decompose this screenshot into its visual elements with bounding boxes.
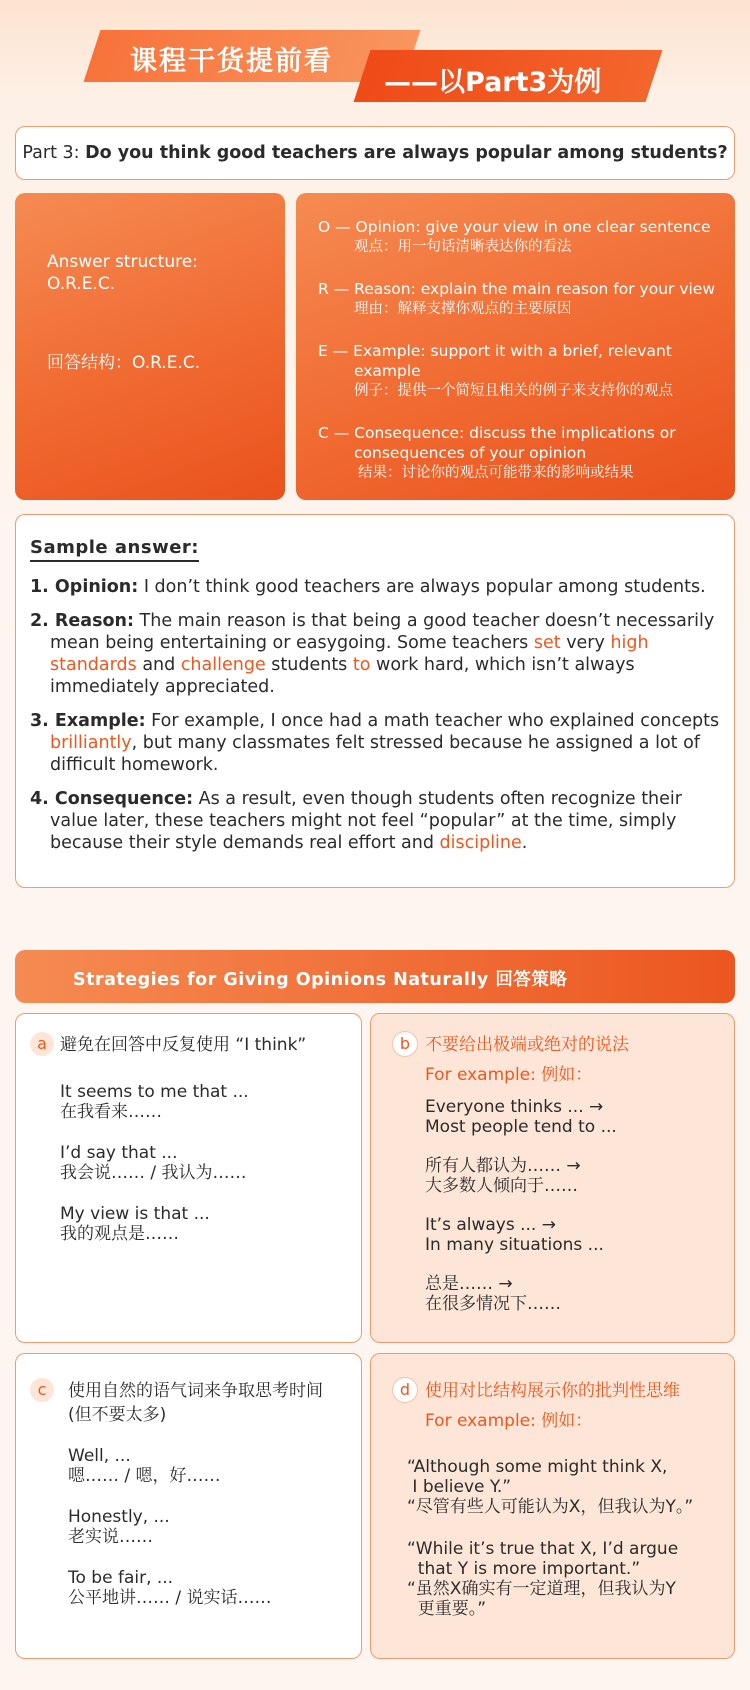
phrase-en: To be fair, ... [68, 1568, 174, 1588]
question-text: Do you think good teachers are always popular among students? [85, 143, 728, 163]
phrase-group [425, 1156, 617, 1196]
answer-label: 4. Consequence: [30, 789, 194, 809]
sample-answer-title: Sample answer: [30, 537, 199, 562]
phrase-en: that Y is more important.” [407, 1559, 641, 1579]
letter-d-badge: d [393, 1378, 417, 1402]
answer-label: 2. Reason: [30, 611, 134, 631]
answer-text: , but many classmates felt stressed because he assigned a lot of difficult homework. [50, 733, 700, 775]
answer-example [30, 710, 720, 776]
structure-label-en-1: Answer structure: [47, 252, 198, 272]
banner-subtitle: ——以Part3为例 [384, 67, 602, 98]
phrase-group [68, 1507, 272, 1547]
highlight-word: brilliantly [50, 733, 132, 753]
phrase-to: In many situations ... [425, 1235, 604, 1255]
letter-b-badge: b [393, 1032, 417, 1056]
strategy-a-lines [60, 1082, 249, 1265]
phrase-en: My view is that ... [60, 1204, 210, 1224]
phrase-group [425, 1274, 617, 1314]
orec-card [296, 193, 735, 500]
highlight-word: discipline [439, 833, 522, 853]
phrase-group [68, 1446, 272, 1486]
strategy-a-title: 避免在回答中反复使用 “I think” [60, 1035, 307, 1055]
structure-label-cn: 回答结构：O.R.E.C. [47, 353, 201, 373]
orec-en: C — Consequence: discuss the implications or consequences of your opinion [318, 424, 676, 462]
phrase-cn: 老实说…… [68, 1527, 153, 1547]
phrase-from: Everyone thinks ... → [425, 1097, 604, 1117]
phrase-en: It seems to me that ... [60, 1082, 249, 1102]
phrase-cn: “尽管有些人可能认为X，但我认为Y。” [407, 1497, 694, 1517]
phrase-en: I believe Y.” [407, 1477, 512, 1497]
orec-item-consequence [318, 423, 723, 483]
phrase-to: 大多数人倾向于…… [425, 1176, 578, 1196]
phrase-group [425, 1097, 617, 1137]
strategy-d-example-label: For example: 例如： [425, 1411, 593, 1431]
phrase-to: 在很多情况下…… [425, 1294, 561, 1314]
phrase-en: Honestly, ... [68, 1507, 170, 1527]
question-box [15, 126, 735, 180]
phrase-cn: 我会说…… / 我认为…… [60, 1163, 247, 1183]
header-banner [0, 0, 750, 118]
strategy-a-card [15, 1013, 362, 1343]
banner-title: 课程干货提前看 [130, 46, 333, 77]
answer-text: As a result, even though students often recognize their value later, these teachers might not feel “popular” at the time, simply because their style demands real effort and [50, 789, 682, 853]
highlight-word: set [533, 633, 561, 653]
phrase-cn: “虽然X确实有一定道理，但我认为Y [407, 1579, 676, 1599]
answer-text: work hard, which isn’t always immediately appreciated. [50, 655, 635, 697]
phrase-group [425, 1215, 617, 1255]
strategy-c-card [15, 1353, 362, 1659]
answer-text: For example, I once had a math teacher who explained concepts [145, 711, 720, 731]
answer-structure-card [15, 193, 285, 500]
phrase-from: 总是…… → [425, 1274, 513, 1294]
strategy-d-title: 使用对比结构展示你的批判性思维 [425, 1381, 680, 1401]
strategy-b-lines [425, 1097, 617, 1335]
answer-label: 3. Example: [30, 711, 146, 731]
highlight-word: challenge [180, 655, 266, 675]
answer-label: 1. Opinion: [30, 577, 139, 597]
orec-cn: 例子：提供一个简短且相关的例子来支持你的观点 [354, 383, 673, 399]
phrase-group [60, 1082, 249, 1122]
sample-answer-card [15, 514, 735, 888]
orec-en: R — Reason: explain the main reason for your view [318, 280, 716, 298]
phrase-group [68, 1568, 272, 1608]
answer-text: . [521, 833, 528, 853]
orec-en: O — Opinion: give your view in one clear sentence [318, 218, 711, 236]
letter-a-badge: a [30, 1032, 54, 1056]
answer-opinion [30, 576, 720, 598]
strategy-d-card [370, 1353, 735, 1659]
answer-text: students [265, 655, 353, 675]
phrase-from: 所有人都认为…… → [425, 1156, 581, 1176]
structure-label-en-2: O.R.E.C. [47, 274, 116, 294]
question-prefix: Part 3: [22, 143, 86, 163]
phrase-to: Most people tend to ... [425, 1117, 617, 1137]
strategy-c-title: 使用自然的语气词来争取思考时间 [68, 1381, 323, 1401]
phrase-cn: 公平地讲…… / 说实话…… [68, 1588, 272, 1608]
letter-c-badge: c [30, 1378, 54, 1402]
answer-consequence [30, 788, 720, 854]
phrase-cn: 我的观点是…… [60, 1224, 179, 1244]
strategies-header: Strategies for Giving Opinions Naturally 回答策略 [15, 950, 735, 1003]
strategy-c-lines [68, 1446, 272, 1629]
phrase-en: “Although some might think X, [407, 1457, 668, 1477]
strategy-c-subtitle: (但不要太多) [68, 1405, 167, 1425]
phrase-cn: 更重要。” [407, 1599, 487, 1619]
phrase-en: “While it’s true that X, I’d argue [407, 1539, 679, 1559]
phrase-cn: 在我看来…… [60, 1102, 162, 1122]
phrase-from: It’s always ... → [425, 1215, 556, 1235]
orec-cn: 理由：解释支撑你观点的主要原因 [354, 301, 572, 317]
phrase-group [60, 1143, 249, 1183]
phrase-cn: 嗯…… / 嗯，好…… [68, 1466, 221, 1486]
orec-item-reason [318, 279, 723, 319]
answer-text: The main reason is that being a good teacher doesn’t necessarily mean being entertaining or easygoing. Some teachers [50, 611, 715, 653]
orec-item-opinion [318, 217, 723, 257]
answer-text: and [136, 655, 181, 675]
answer-reason [30, 610, 720, 698]
highlight-word: high standards [50, 633, 649, 675]
strategy-b-example-label: For example: 例如： [425, 1065, 593, 1085]
strategy-b-card [370, 1013, 735, 1343]
answer-text: I don’t think good teachers are always popular among students. [138, 577, 706, 597]
phrase-en: I’d say that ... [60, 1143, 178, 1163]
orec-cn: 结果：讨论你的观点可能带来的影响或结果 [358, 465, 634, 481]
phrase-en: Well, ... [68, 1446, 131, 1466]
orec-en: E — Example: support it with a brief, relevant example [318, 342, 672, 380]
strategy-d-lines [407, 1457, 693, 1640]
phrase-group [407, 1539, 693, 1619]
phrase-group [407, 1457, 693, 1517]
orec-item-example [318, 341, 723, 401]
phrase-group [60, 1204, 249, 1244]
answer-text: very [560, 633, 611, 653]
strategy-b-title: 不要给出极端或绝对的说法 [425, 1035, 629, 1055]
highlight-word: to [352, 655, 371, 675]
orec-cn: 观点：用一句话清晰表达你的看法 [354, 239, 572, 255]
